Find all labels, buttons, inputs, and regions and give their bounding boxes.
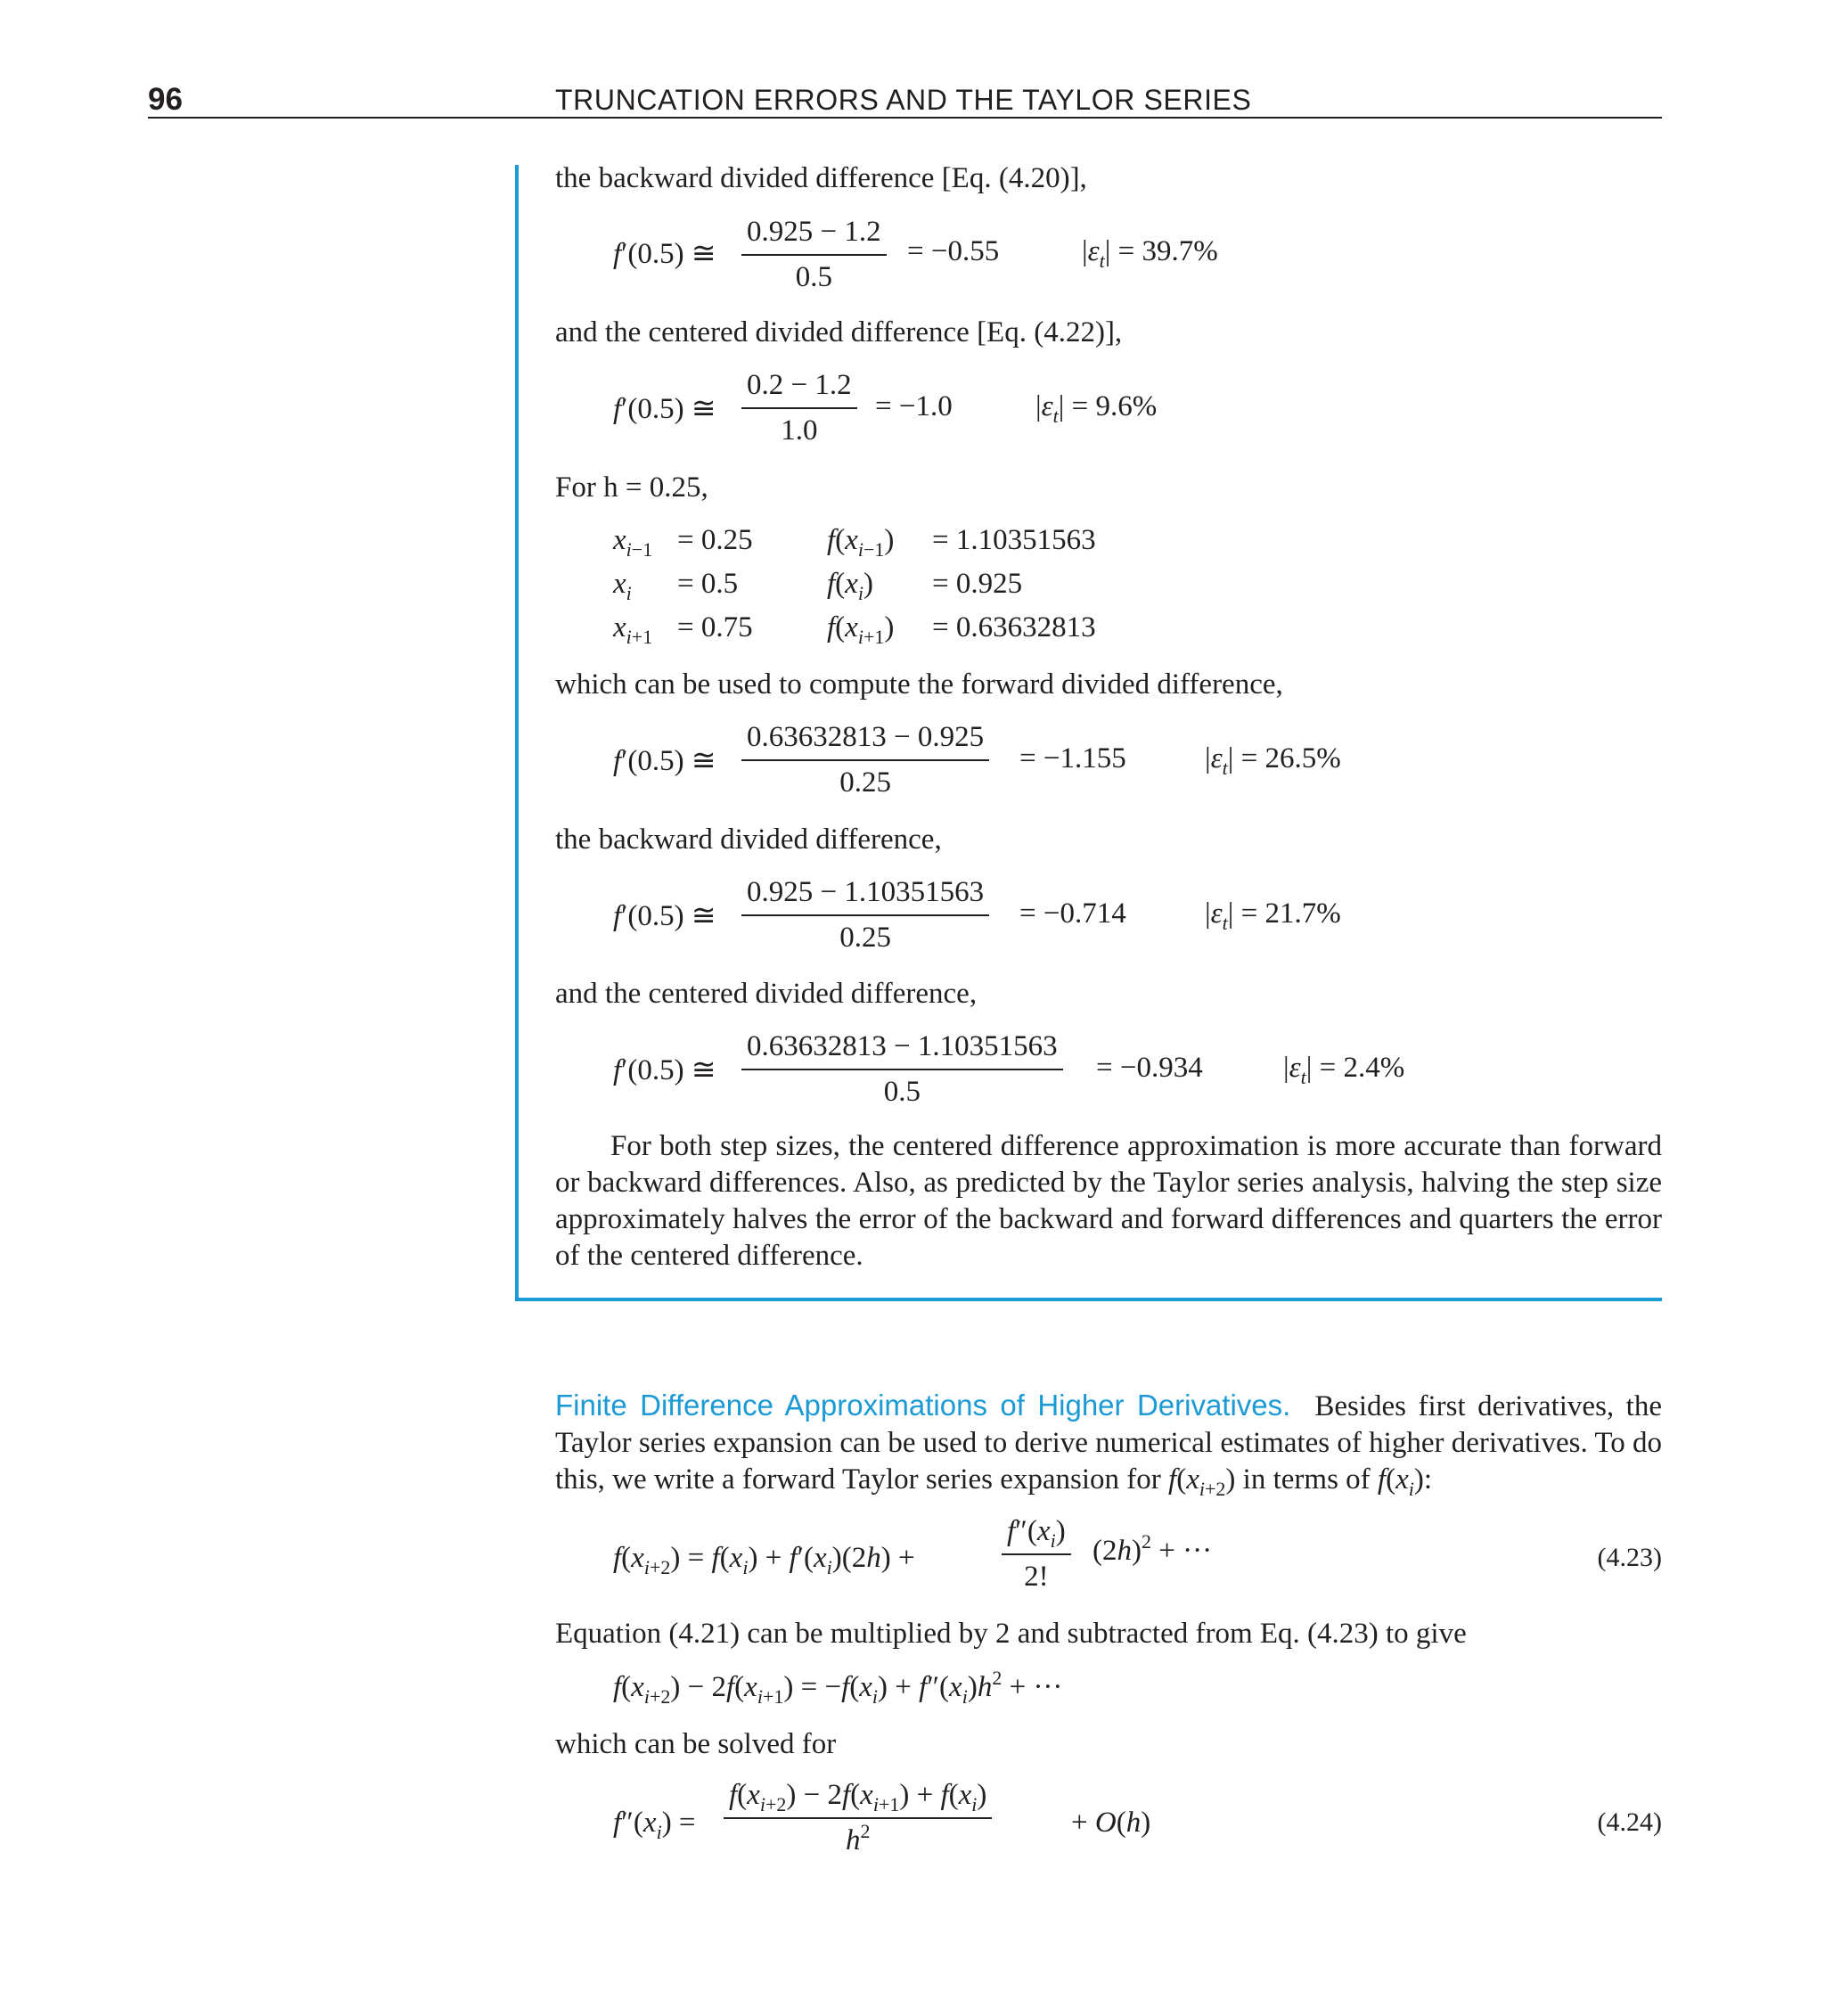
eq423-number: (4.23) bbox=[1597, 1543, 1662, 1572]
eq4-fraction bbox=[741, 876, 989, 955]
f-x-i-plus-1: $f(x_{i+1})$ bbox=[827, 611, 895, 648]
eq5-lhs: f′(0.5) ≅ bbox=[613, 1054, 716, 1086]
f-value-row-3: = 0.63632813 bbox=[932, 611, 1096, 643]
eq2-fraction bbox=[741, 369, 857, 447]
eq5-result: = −0.934 bbox=[1096, 1052, 1203, 1084]
eq423-fraction: $\frac{f''(x_i)}{2!}$ bbox=[1002, 1515, 1071, 1594]
running-title: TRUNCATION ERRORS AND THE TAYLOR SERIES bbox=[555, 84, 1252, 116]
eq1-numerator: 0.925 − 1.2 bbox=[741, 216, 887, 256]
section-paragraph-2: Equation (4.21) can be multiplied by 2 and subtracted from Eq. (4.23) to give bbox=[555, 1618, 1467, 1650]
eq2-result: = −1.0 bbox=[875, 390, 953, 422]
eq423-tail: $(2h)^2$ + ··· bbox=[1093, 1530, 1213, 1567]
section-paragraph-3: which can be solved for bbox=[555, 1728, 837, 1760]
x-i: $x_i$ bbox=[613, 568, 632, 604]
eq424-lhs: $f''(x_i)$ = bbox=[613, 1807, 696, 1843]
f-value-row-2: = 0.925 bbox=[932, 568, 1023, 600]
eq3-numerator: 0.63632813 − 0.925 bbox=[741, 721, 989, 761]
eq1-result: = −0.55 bbox=[907, 235, 1000, 267]
eq5-error: $|\varepsilon_t| = 2.4\%$ bbox=[1283, 1052, 1405, 1088]
eq1-fraction bbox=[741, 216, 887, 294]
x-i-plus-1: $x_{i+1}$ bbox=[613, 611, 653, 648]
eq424-tail: + O(h) bbox=[1071, 1807, 1151, 1839]
eq3-result: = −1.155 bbox=[1019, 742, 1126, 774]
intro-backward: the backward divided difference [Eq. (4.20)], bbox=[555, 162, 1087, 194]
eq2-numerator: 0.2 − 1.2 bbox=[741, 369, 857, 409]
x-value-row-1: = 0.25 bbox=[677, 524, 753, 556]
eq3-error: $|\varepsilon_t| = 26.5\%$ bbox=[1205, 742, 1341, 779]
eq1-error: $|\varepsilon_t| = 39.7\%$ bbox=[1082, 235, 1218, 272]
page-number: 96 bbox=[148, 82, 183, 117]
eq5-numerator: 0.63632813 − 1.10351563 bbox=[741, 1030, 1063, 1070]
eq3-lhs: f′(0.5) ≅ bbox=[613, 745, 716, 777]
x-value-row-3: = 0.75 bbox=[677, 611, 753, 643]
eq4-numerator: 0.925 − 1.10351563 bbox=[741, 876, 989, 916]
eq1-lhs: f′(0.5) ≅ bbox=[613, 238, 716, 270]
f-value-row-1: = 1.10351563 bbox=[932, 524, 1096, 556]
eq2-lhs: f′(0.5) ≅ bbox=[613, 393, 716, 425]
eq5-denominator: 0.5 bbox=[883, 1076, 921, 1108]
eq1-denominator: 0.5 bbox=[795, 261, 832, 293]
example-vertical-rule bbox=[515, 165, 519, 1301]
x-i-minus-1: $x_{i-1}$ bbox=[613, 524, 653, 561]
f-x-i: $f(x_i)$ bbox=[827, 568, 873, 604]
eq4-lhs: f′(0.5) ≅ bbox=[613, 900, 716, 932]
eq4-denominator: 0.25 bbox=[839, 922, 891, 954]
equation-intermediate: $f(x_{i+2}) - 2f(x_{i+1}) = -f(x_i) + f''(x_i)h^2$ + ··· bbox=[613, 1667, 1063, 1708]
eq424-number: (4.24) bbox=[1597, 1807, 1662, 1837]
section-heading: Finite Difference Approximations of Higher Derivatives. bbox=[555, 1389, 1291, 1422]
intro-h-value: For h = 0.25, bbox=[555, 471, 708, 504]
section-paragraph: Finite Difference Approximations of Higher Derivatives. Besides first derivatives, the Taylor series expansion can be used to derive numerical estimates of higher derivatives. To do this, we write a forward Taylor series expansion for $f(x_{i+2})$ in terms of $f(x_i)$: bbox=[555, 1389, 1662, 1500]
eq423-lhs: $f(x_{i+2}) = f(x_i) + f'(x_i)(2h)$ + bbox=[613, 1542, 915, 1578]
x-value-row-2: = 0.5 bbox=[677, 568, 739, 600]
eq4-error: $|\varepsilon_t| = 21.7\%$ bbox=[1205, 897, 1341, 934]
eq4-result: = −0.714 bbox=[1019, 897, 1126, 930]
header-rule bbox=[148, 117, 1662, 119]
intro-backward-2: the backward divided difference, bbox=[555, 824, 942, 856]
eq2-denominator: 1.0 bbox=[781, 414, 818, 447]
f-x-i-minus-1: $f(x_{i-1})$ bbox=[827, 524, 895, 561]
intro-forward-2: which can be used to compute the forward divided difference, bbox=[555, 668, 1283, 701]
eq2-error: $|\varepsilon_t| = 9.6\%$ bbox=[1035, 390, 1158, 427]
eq424-fraction: $\frac{f(x_{i+2}) - 2f(x_{i+1}) + f(x_i)}{h^2}$ bbox=[724, 1779, 992, 1857]
intro-centered: and the centered divided difference [Eq. (4.22)], bbox=[555, 316, 1123, 348]
example-bottom-rule bbox=[515, 1298, 1662, 1301]
intro-centered-2: and the centered divided difference, bbox=[555, 978, 978, 1010]
example-conclusion: For both step sizes, the centered difference approximation is more accurate than forward or backward differences. Also, as predicted by the Taylor series analysis, halving the step size approximately halves the error of the backward and forward differences and quarters the error of the centered difference. bbox=[555, 1130, 1662, 1272]
eq3-fraction bbox=[741, 721, 989, 799]
eq3-denominator: 0.25 bbox=[839, 766, 891, 799]
eq5-fraction bbox=[741, 1030, 1063, 1109]
